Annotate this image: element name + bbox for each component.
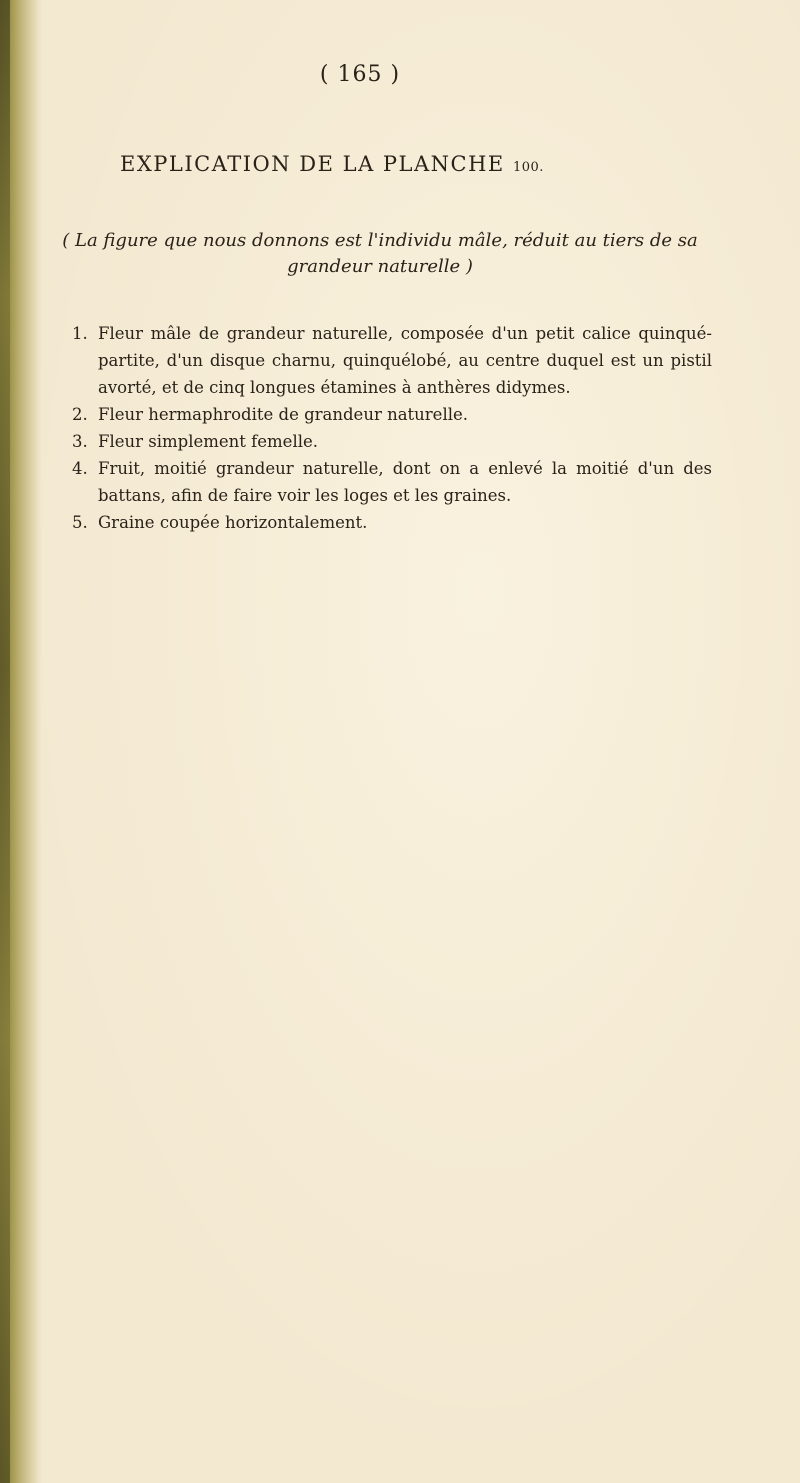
item-number: 2. — [72, 405, 88, 424]
item-number: 1. — [72, 324, 88, 343]
item-number: 3. — [72, 432, 88, 451]
figure-caption — [60, 228, 700, 280]
figure-explanation-list — [72, 320, 712, 536]
list-item — [72, 455, 712, 509]
heading-plate-number: 100. — [512, 160, 544, 175]
item-number: 4. — [72, 459, 88, 478]
heading-title: EXPLICATION DE LA PLANCHE — [120, 152, 505, 176]
list-item — [72, 401, 712, 428]
item-number: 5. — [72, 513, 88, 532]
caption-line-2: grandeur naturelle ) — [287, 256, 473, 277]
caption-line-1: ( La figure que nous donnons est l'individu mâle, réduit au tiers de sa — [62, 230, 698, 251]
item-text: Graine coupée horizontalement. — [98, 513, 368, 532]
list-item — [72, 320, 712, 401]
page-number: ( 165 ) — [319, 62, 401, 87]
list-item — [72, 428, 712, 455]
item-text: Fleur simplement femelle. — [98, 432, 319, 451]
list-item — [72, 509, 712, 536]
item-text: Fleur mâle de grandeur naturelle, composée d'un petit calice quinqué-partite, d'un disque charnu, quinquélobé, au centre duquel est un pistil avorté, et de cinq longues étamines à anthères didymes. — [98, 324, 712, 397]
plate-heading — [120, 152, 740, 176]
item-text: Fleur hermaphrodite de grandeur naturelle. — [98, 405, 469, 424]
item-text: Fruit, moitié grandeur naturelle, dont on a enlevé la moitié d'un des battans, afin de faire voir les loges et les graines. — [98, 459, 712, 505]
binding-shadow — [0, 0, 10, 1483]
